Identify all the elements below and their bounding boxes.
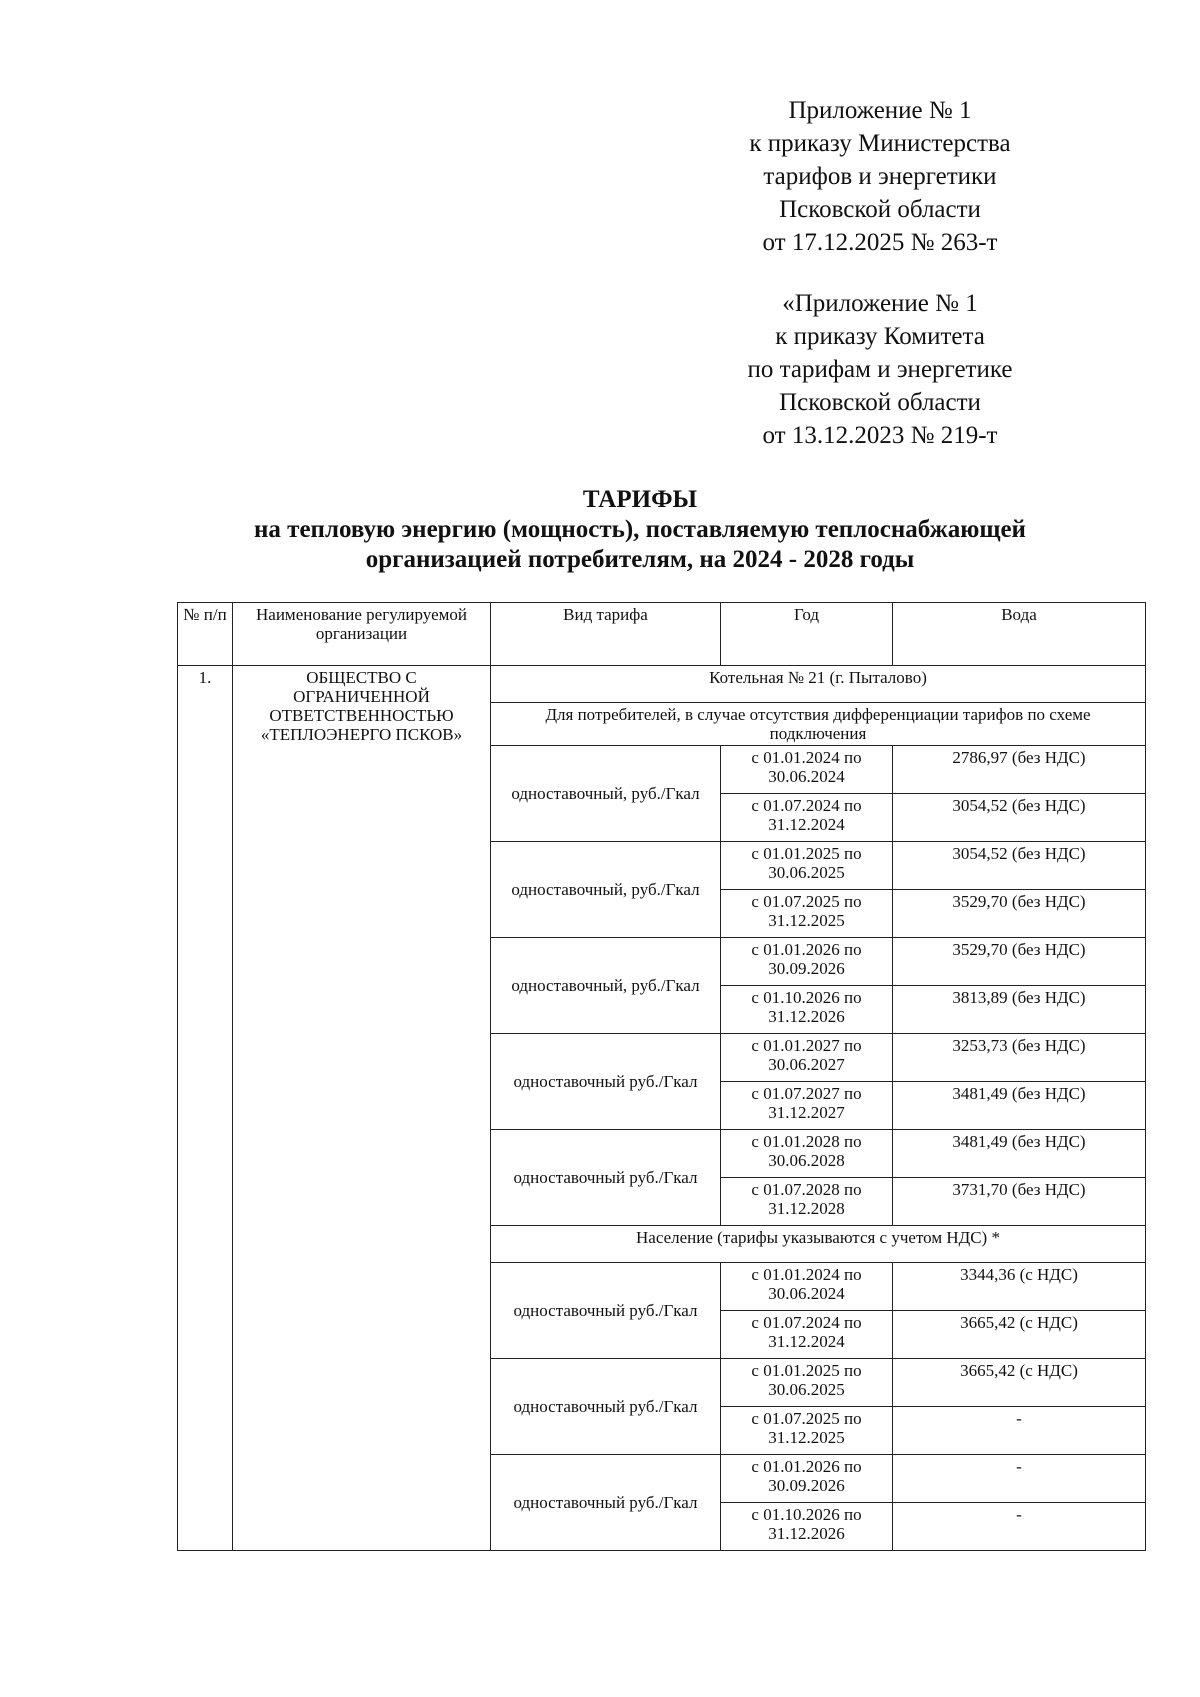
annex-line: «Приложение № 1 — [782, 290, 978, 317]
header-num: № п/п — [178, 603, 233, 666]
tariff-period: с 01.01.2028 по 30.06.2028 — [721, 1130, 893, 1178]
annex-line: Псковской области — [779, 196, 981, 223]
tariff-type: одноставочный руб./Гкал — [491, 1455, 721, 1551]
header-year: Год — [721, 603, 893, 666]
tariff-type: одноставочный, руб./Гкал — [491, 842, 721, 938]
header-org: Наименование регулируемой организации — [233, 603, 491, 666]
table-row — [178, 666, 1146, 703]
annex-original — [680, 287, 1080, 452]
annex-line: к приказу Комитета — [775, 323, 985, 350]
tariff-period: с 01.01.2027 по 30.06.2027 — [721, 1034, 893, 1082]
tariff-type: одноставочный руб./Гкал — [491, 1034, 721, 1130]
tariff-period: с 01.10.2026 по 31.12.2026 — [721, 986, 893, 1034]
section-consumers: Для потребителей, в случае отсутствия дифференциации тарифов по схеме подключения — [491, 703, 1146, 746]
tariff-period: с 01.07.2024 по 31.12.2024 — [721, 1311, 893, 1359]
tariff-value: - — [893, 1455, 1146, 1503]
tariff-value: 3813,89 (без НДС) — [893, 986, 1146, 1034]
title-heading: ТАРИФЫ — [582, 486, 698, 513]
tariff-value: 3665,42 (с НДС) — [893, 1359, 1146, 1407]
annex-line: тарифов и энергетики — [763, 163, 997, 190]
tariff-value: 3054,52 (без НДС) — [893, 842, 1146, 890]
tariff-value: 3054,52 (без НДС) — [893, 794, 1146, 842]
tariff-type: одноставочный, руб./Гкал — [491, 938, 721, 1034]
tariff-value: 3481,49 (без НДС) — [893, 1082, 1146, 1130]
annex-current — [680, 94, 1080, 259]
tariff-type: одноставочный, руб./Гкал — [491, 746, 721, 842]
annex-line: от 17.12.2025 № 263-т — [762, 229, 998, 256]
boiler-name: Котельная № 21 (г. Пыталово) — [491, 666, 1146, 703]
document-title — [150, 485, 1130, 575]
annex-line: Приложение № 1 — [788, 97, 972, 124]
tariff-value: 3253,73 (без НДС) — [893, 1034, 1146, 1082]
tariff-period: с 01.01.2026 по 30.09.2026 — [721, 1455, 893, 1503]
annex-line: по тарифам и энергетике — [747, 356, 1013, 383]
tariff-period: с 01.01.2026 по 30.09.2026 — [721, 938, 893, 986]
tariff-period: с 01.07.2028 по 31.12.2028 — [721, 1178, 893, 1226]
tariff-period: с 01.07.2024 по 31.12.2024 — [721, 794, 893, 842]
tariff-period: с 01.10.2026 по 31.12.2026 — [721, 1503, 893, 1551]
tariff-period: с 01.01.2024 по 30.06.2024 — [721, 1263, 893, 1311]
title-subline: организацией потребителям, на 2024 - 2028 годы — [365, 546, 915, 573]
row-number: 1. — [178, 666, 233, 1551]
tariff-type: одноставочный руб./Гкал — [491, 1359, 721, 1455]
tariff-type: одноставочный руб./Гкал — [491, 1130, 721, 1226]
tariff-period: с 01.07.2025 по 31.12.2025 — [721, 890, 893, 938]
tariff-value: - — [893, 1503, 1146, 1551]
tariff-value: 2786,97 (без НДС) — [893, 746, 1146, 794]
table-header-row — [178, 603, 1146, 666]
org-name: ОБЩЕСТВО С ОГРАНИЧЕННОЙ ОТВЕТСТВЕННОСТЬЮ «ТЕПЛОЭНЕРГО ПСКОВ» — [233, 666, 491, 1551]
tariffs-table — [177, 602, 1146, 1551]
header-water: Вода — [893, 603, 1146, 666]
tariff-type: одноставочный руб./Гкал — [491, 1263, 721, 1359]
tariff-value: 3665,42 (с НДС) — [893, 1311, 1146, 1359]
annex-line: от 13.12.2023 № 219-т — [762, 422, 998, 449]
annex-line: к приказу Министерства — [749, 130, 1011, 157]
tariff-value: 3344,36 (с НДС) — [893, 1263, 1146, 1311]
tariff-value: 3481,49 (без НДС) — [893, 1130, 1146, 1178]
section-population: Население (тарифы указываются с учетом НДС) * — [491, 1226, 1146, 1263]
tariff-value: 3529,70 (без НДС) — [893, 938, 1146, 986]
tariff-period: с 01.01.2025 по 30.06.2025 — [721, 1359, 893, 1407]
header-type: Вид тарифа — [491, 603, 721, 666]
tariff-period: с 01.01.2025 по 30.06.2025 — [721, 842, 893, 890]
tariff-period: с 01.07.2025 по 31.12.2025 — [721, 1407, 893, 1455]
annex-line: Псковской области — [779, 389, 981, 416]
tariff-value: 3529,70 (без НДС) — [893, 890, 1146, 938]
tariff-period: с 01.01.2024 по 30.06.2024 — [721, 746, 893, 794]
title-subline: на тепловую энергию (мощность), поставляемую теплоснабжающей — [254, 516, 1026, 543]
tariff-value: 3731,70 (без НДС) — [893, 1178, 1146, 1226]
tariff-period: с 01.07.2027 по 31.12.2027 — [721, 1082, 893, 1130]
tariff-value: - — [893, 1407, 1146, 1455]
